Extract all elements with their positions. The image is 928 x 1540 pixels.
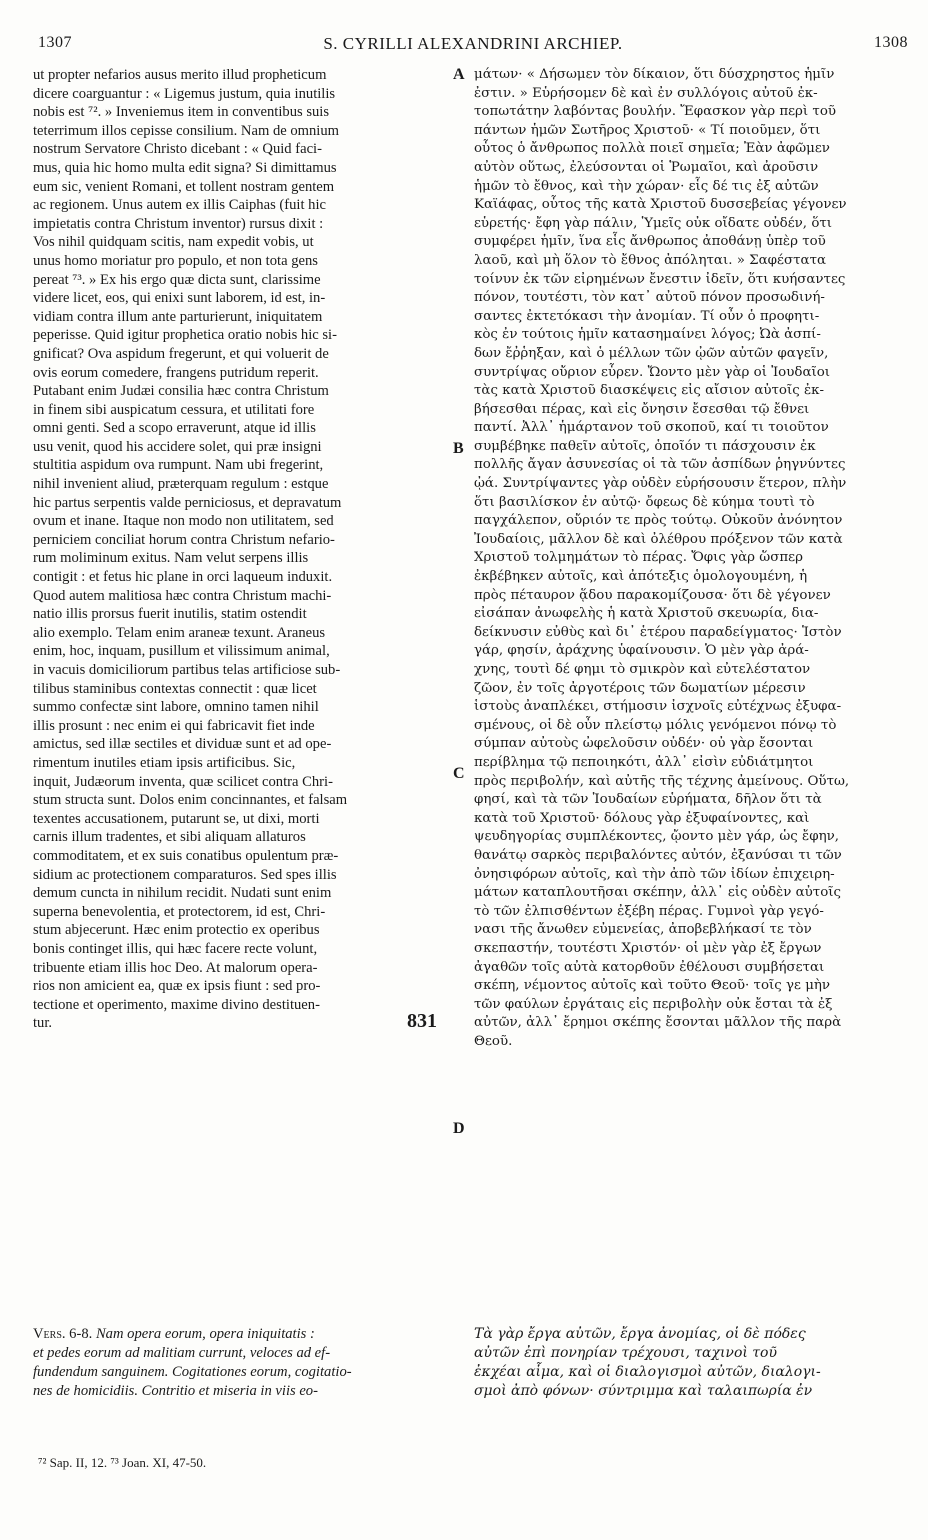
verse-greek-line: Τὰ γὰρ ἔργα αὐτῶν, ἔργα ἀνομίας, οἱ δὲ πόδες <box>474 1326 806 1342</box>
latin-line: stum abjecerunt. Hæc enim protectio ex operibus <box>33 922 320 939</box>
latin-line: illis prosunt : nec enim ei qui fabricavit fiet inde <box>33 717 315 734</box>
greek-line: ἐστιν. » Εὑρήσομεν δὲ καὶ ἐν συλλόγοις αὐτοῦ ἐκ- <box>474 85 818 101</box>
latin-line: nostrum Servatore Christo dicebant : « Quid faci- <box>33 141 322 158</box>
greek-line: χνης, τουτὶ δέ φημι τὸ σμικρὸν καὶ εὐτελέστατον <box>474 662 811 677</box>
latin-line: Quod autem malitiosa hæc contra Christum machi- <box>33 587 332 604</box>
greek-line: σμένους, οἱ δὲ οὖν πλείστῳ μόλις γενόμενοι πόνῳ τὸ <box>474 717 837 733</box>
greek-line: ἱστοὺς ἀναπλέκει, στήμοσιν ἰσχνοῖς εὐτέχνως ἐξυφα- <box>474 699 842 715</box>
greek-line: πόνον, τουτέστι, τὸν κατ᾽ αὐτοῦ πόνον προσωδινή- <box>474 290 825 306</box>
greek-line: σκέπη, νέμοντος αὐτοῖς καὶ τοῦτο Θεοῦ· τοῖς γε μὴν <box>474 978 831 994</box>
latin-line: rios non amicient ea, quæ ex ipsis fiunt : sed pro- <box>33 978 321 995</box>
greek-line: τῶν φαύλων ἐργάταις εἰς περιβολὴν οὐκ ἔσται τὰ ἐξ <box>474 996 833 1012</box>
greek-line: αὐτῶν, ἀλλ᾽ ἔρημοι σκέπης ἔσονται μᾶλλον τῆς παρὰ <box>474 1015 842 1031</box>
greek-line: δων ἔῤῥηξαν, καὶ ὁ μέλλων τῶν ᾠῶν αὐτῶν φαγεῖν, <box>474 345 829 361</box>
verse-label: Vers. 6-8. <box>33 1326 93 1342</box>
latin-line: tectione et operimento, maxime divino destituen- <box>33 996 320 1013</box>
greek-line: τοπωτάτην λαβόντας βουλήν. Ἔφασκον γὰρ περὶ τοῦ <box>474 104 837 120</box>
latin-line: eum sic, venient Romani, et tollent nostram gentem <box>33 178 335 195</box>
greek-line: εὑρετής· ἔφη γὰρ πάλιν, Ὑμεῖς οὐκ οἴδατε οὐδέν, ὅτι <box>474 215 833 231</box>
greek-line: ὀνησιφόρων αὐτοῖς, καὶ τὴν ἀπὸ τῶν ἰδίων ἐπιχειρη- <box>474 866 835 882</box>
page-number-right: 1308 <box>874 34 908 51</box>
greek-line: πολλῆς ἄγαν ἀσυνεσίας οἱ τὰ τῶν ἀσπίδων ῥηγνύντες <box>474 457 846 473</box>
latin-line: superna benevolentia, et protectorem, id est, Chri- <box>33 903 326 920</box>
latin-line: pereat ⁷³. » Ex his ergo quæ dicta sunt, clarissime <box>33 271 321 288</box>
latin-line: ovum et inane. Itaque non modo non utilitatem, sed <box>33 513 334 530</box>
latin-line: natio illis prorsus fuerit inutilis, statim ostendit <box>33 606 307 623</box>
latin-line: tilibus staminibus contextas connectit : quæ licet <box>33 680 317 697</box>
latin-line: Vos nihil quidquam scitis, nam expedit vobis, ut <box>33 234 314 251</box>
verse-latin-line: fundendum sanguinem. Cogitationes eorum, cogitatio- <box>33 1364 352 1380</box>
greek-line: τὰς κατὰ Χριστοῦ διασκέψεις εἰς αἴσιον αὐτοῖς ἐκ- <box>474 383 825 399</box>
latin-line: impietatis contra Christum inventor) rursus dixit : <box>33 215 324 232</box>
verse-greek-line: αὐτῶν ἐπὶ πονηρίαν τρέχουσι, ταχινοὶ τοῦ <box>474 1345 777 1361</box>
latin-line: rum moliminum exitus. Nam velut serpens illis <box>33 550 309 567</box>
latin-line: dicere coarguantur : « Ligemus justum, quia inutilis <box>33 85 336 102</box>
greek-line: πρὸς πέταυρον ᾅδου παρακομίζουσα· ὅτι δὲ γέγονεν <box>474 587 831 603</box>
verse-greek-line: σμοὶ ἀπὸ φόνων· σύντριμμα καὶ ταλαιπωρία ἐν <box>474 1383 813 1399</box>
margin-marker-b: B <box>453 440 464 457</box>
greek-line: οὗτος ὁ ἄνθρωπος πολλὰ ποιεῖ σημεῖα; Ἐὰν ἀφῶμεν <box>474 141 830 157</box>
latin-line: vidiam contra illum ante parturierunt, iniquitatem <box>33 308 323 325</box>
greek-line: συμβέβηκε παθεῖν αὐτοῖς, ὁποῖόν τι πάσχουσιν ἐκ <box>474 438 816 454</box>
greek-line: περίβλημα τῷ πεποιηκότι, ἀλλ᾽ εἰσὶν εὐδιάτμητοι <box>474 754 814 770</box>
latin-line: nihil invenient aliud, præterquam regulum : estque <box>33 476 329 493</box>
verse-latin-line: Nam opera eorum, opera iniquitatis : <box>95 1326 315 1342</box>
latin-line: tur. <box>33 1015 53 1032</box>
latin-line: Putabant enim Judæi consilia hæc contra Christum <box>33 383 329 400</box>
margin-marker-d: D <box>453 1120 465 1137</box>
latin-line: gnificat? Ova aspidum fregerunt, et qui voluerit de <box>33 345 329 362</box>
latin-line: perniciem conciliat horum contra Christum nefario- <box>33 531 335 548</box>
column-number-831: 831 <box>407 1010 437 1032</box>
running-header <box>38 34 908 58</box>
greek-line: πρὸς περιβολήν, καὶ αὐτῆς τῆς τέχνης ἀμείνους. Οὕτω, <box>474 773 850 789</box>
greek-line: ἡμῶν τὸ ἔθνος, καὶ τὴν χώραν· εἷς δέ τις ἐξ αὐτῶν <box>474 178 819 194</box>
verse-greek <box>474 1325 906 1401</box>
greek-line: ἀγαθῶν τοῖς αὐτὰ κατορθοῦν ἐθέλουσι συμβήσεται <box>474 959 825 975</box>
latin-line: stultitia aspidum ova rumpunt. Nam ubi fregerint, <box>33 457 324 474</box>
latin-line: enim, hoc, inquam, pusillum et vilissimum animal, <box>33 643 330 660</box>
greek-line: εἰσάπαν ἀνωφελὴς ἡ κατὰ Χριστοῦ σκευωρία, δια- <box>474 606 819 622</box>
greek-line: παντί. Ἀλλ᾽ ἡμάρτανον τοῦ σκοποῦ, καί τι τοιοῦτον <box>474 420 829 436</box>
greek-line: νασι τῆς ἄνωθεν εὐμενείας, ἀποβεβλήκασί τε τὸν <box>474 922 812 938</box>
greek-line: μάτων· « Δήσωμεν τὸν δίκαιον, ὅτι δύσχρηστος ἡμῖν <box>474 67 835 82</box>
latin-line: texentes accusationem, putarunt se, ut dixi, morti <box>33 810 320 827</box>
latin-line: summo confectæ sint labore, omnino tamen nihil <box>33 699 319 716</box>
latin-line: commoditatem, et ex suis conatibus opulentum præ- <box>33 847 339 864</box>
latin-line: alio exemplo. Telam enim araneæ texunt. Araneus <box>33 624 326 641</box>
verse-latin-line: et pedes eorum ad malitiam currunt, veloces ad ef- <box>33 1345 331 1361</box>
latin-column <box>33 66 453 1033</box>
latin-line: bonis continget illis, qui hæc facere recte volunt, <box>33 940 318 957</box>
greek-line: δείκνυσιν εὐθὺς καὶ δι᾽ ἑτέρου παραδείγματος· Ἱστὸν <box>474 624 842 640</box>
latin-line: videre licet, eos, qui enixi sunt laborem, id est, in- <box>33 290 326 307</box>
page-number-left: 1307 <box>38 34 72 51</box>
greek-line: παγχάλεπον, οὔριόν τε πρὸς τούτῳ. Οὐκοῦν ἀνόνητον <box>474 513 843 529</box>
greek-column <box>474 66 906 1051</box>
greek-line: κὸς ἐν τούτοις ἡμῖν κατασημαίνει λόγος; Ὠὰ ἀσπί- <box>474 327 821 343</box>
greek-line: σαντες ἐκτετόκασι τὴν ἀνομίαν. Τί οὖν ὁ προφητι- <box>474 308 820 324</box>
greek-line: τὸ τῶν ἐλπισθέντων ἐξέβη πέρας. Γυμνοὶ γὰρ γεγό- <box>474 903 824 919</box>
page-title: S. CYRILLI ALEXANDRINI ARCHIEP. <box>323 34 623 53</box>
greek-line: ᾠά. Συντρίψαντες γὰρ οὐδὲν εὑρήσουσιν ἕτερον, πλὴν <box>474 476 847 492</box>
greek-line: λαοῦ, καὶ μὴ ὅλον τὸ ἔθνος ἀπόληται. » Σαφέστατα <box>474 252 827 268</box>
greek-line: ψευδηγορίας συμπλέκοντες, ᾤοντο μὲν γάρ, ὡς ἔφην, <box>474 829 840 845</box>
latin-line: ut propter nefarios ausus merito illud propheticum <box>33 67 327 83</box>
margin-marker-a: A <box>453 66 465 83</box>
margin-marker-c: C <box>453 765 465 782</box>
latin-line: demum cuncta in nihilum recidit. Nudati sunt enim <box>33 885 332 902</box>
latin-line: stum structa sunt. Dolos enim concinnantes, et falsam <box>33 792 348 809</box>
latin-line: ac regionem. Unus autem ex illis Caiphas (fuit hic <box>33 197 327 214</box>
greek-line: μάτων καταπλουτῆσαι σκέπην, ἀλλ᾽ εἰς οὐδὲν αὐτοῖς <box>474 885 842 901</box>
latin-line: in vacuis domiciliorum partibus telas artificiose sub- <box>33 662 341 678</box>
greek-line: θανάτῳ σαρκὸς περιβαλόντες αὐτόν, ἐξανύσαι τι τῶν <box>474 847 842 863</box>
greek-line: συντρίψας οὔριον εὗρεν. Ὤοντο μὲν γὰρ οἱ Ἰουδαῖοι <box>474 364 831 380</box>
latin-line: sidium ac protectionem comparaturos. Sed spes illis <box>33 866 337 883</box>
greek-line: Θεοῦ. <box>474 1033 513 1049</box>
greek-line: τοίνυν ἐκ τῶν εἰρημένων ἔνεστιν ἰδεῖν, ὅτι κυήσαντες <box>474 271 846 287</box>
greek-line: αὐτὸν οὕτως, ἐλεύσονται οἱ Ῥωμαῖοι, καὶ ἀροῦσιν <box>474 159 819 175</box>
latin-line: ovis eorum comedere, frangens putridum reperit. <box>33 364 319 381</box>
greek-line: φησί, καὶ τὰ τῶν Ἰουδαίων εὑρήματα, δῆλον ὅτι τὰ <box>474 792 822 808</box>
latin-line: mus, quia hic homo multa edit signa? Si dimittamus <box>33 159 337 176</box>
latin-line: rimentum inutiles etiam ipsis artificibus. Sic, <box>33 754 296 771</box>
verse-greek-line: ἐκχέαι αἷμα, καὶ οἱ διαλογισμοὶ αὐτῶν, διαλογι- <box>474 1364 821 1380</box>
latin-line: omni genti. Sed a scopo erraverunt, atque id illis <box>33 420 316 437</box>
footnotes: ⁷² Sap. II, 12. ⁷³ Joan. XI, 47-50. <box>38 1455 207 1470</box>
greek-line: κατὰ τοῦ Χριστοῦ· δόλους γὰρ ἐξυφαίνοντες, καὶ <box>474 810 810 826</box>
latin-line: in finem sibi auspicatum cessura, et utilitati fore <box>33 401 315 418</box>
latin-line: nobis est ⁷². » Inveniemus item in conventibus suis <box>33 104 330 121</box>
latin-line: teterrimum illos cepisse consilium. Nam de omnium <box>33 122 340 139</box>
greek-line: ζῶον, ἐν τοῖς ἀργοτέροις τῶν δωματίων μέρεσιν <box>474 680 806 696</box>
greek-line: Καϊάφας, οὗτος τῆς κατὰ Χριστοῦ δυσσεβείας γέγονεν <box>474 197 847 213</box>
greek-line: ἐκβέβηκεν αὐτοῖς, καὶ ἀπότεξις ὁμολογουμένη, ἡ <box>474 569 808 585</box>
latin-line: amictus, sed illæ sectiles et dividuæ sunt et ad ope- <box>33 736 332 753</box>
greek-line: σκεπαστήν, τουτέστι Χριστόν· οἱ μὲν γὰρ ἐξ ἔργων <box>474 940 822 956</box>
latin-line: inquit, Judæorum inventa, quæ scilicet contra Chri- <box>33 773 333 790</box>
latin-line: usu venit, quod his accidere solet, qui præ insigni <box>33 438 322 455</box>
verse-latin <box>33 1325 453 1401</box>
greek-line: βήσεσθαι πέρας, καὶ εἰς ὄνησιν ἔσεσθαι τῷ ἔθνει <box>474 401 810 417</box>
greek-line: ὅτι βασιλίσκον ἐν αὐτῷ· ὄφεως δὲ κύημα τουτὶ τὸ <box>474 494 815 510</box>
latin-line: unus homo moriatur pro populo, et non tota gens <box>33 252 318 269</box>
latin-line: peperisse. Quid igitur prophetica oratio nobis hic si- <box>33 327 337 344</box>
verse-latin-line: nes de homicidiis. Contritio et miseria in viis eo- <box>33 1383 318 1399</box>
greek-line: Χριστοῦ τολμημάτων τὸ πέρας. Ὄφις γὰρ ὥσπερ <box>474 550 803 566</box>
greek-line: γάρ, φησίν, ἀράχνης ὑφαίνουσιν. Ὁ μὲν γὰρ ἀρά- <box>474 643 809 659</box>
greek-line: Ἰουδαίοις, μᾶλλον δὲ καὶ ὀλέθρου πρόξενον τῶν κατὰ <box>474 531 843 547</box>
latin-line: carnis illum tradentes, et sibi aliquam allaturos <box>33 829 306 846</box>
greek-line: σύμπαν αὐτοὺς ὠφελοῦσιν οὐδέν· οὐ γὰρ ἔσονται <box>474 736 814 752</box>
latin-line: contigit : et fetus hic plane in orci laqueum induxit. <box>33 569 333 586</box>
latin-line: hic partus serpentis valde perniciosus, et depravatum <box>33 494 342 511</box>
latin-line: tribuente etiam illis hoc Deo. At malorum opera- <box>33 959 318 976</box>
greek-line: συμφέρει ἡμῖν, ἵνα εἷς ἄνθρωπος ἀποθάνῃ ὑπὲρ τοῦ <box>474 234 826 250</box>
greek-line: πάντων ἡμῶν Σωτῆρος Χριστοῦ· « Τί ποιοῦμεν, ὅτι <box>474 122 821 138</box>
